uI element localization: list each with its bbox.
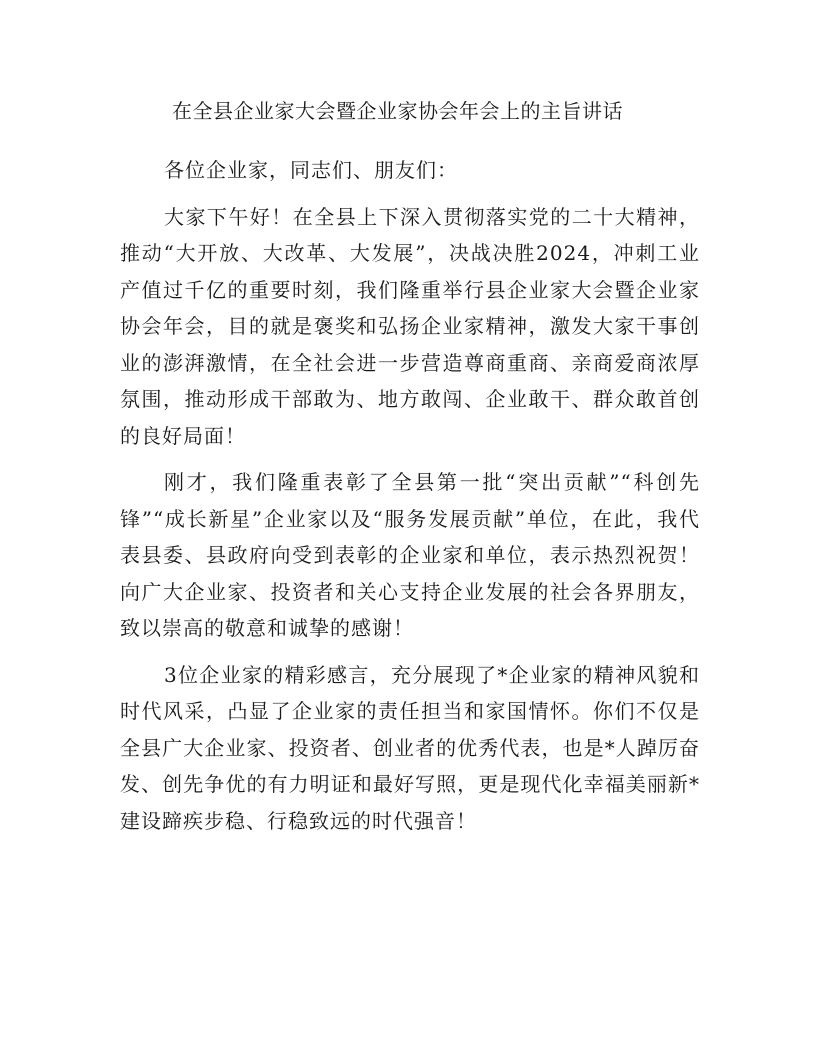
paragraph-commendation: 刚才，我们隆重表彰了全县第一批“突出贡献”“科创先锋”“成长新星”企业家以及“服务发展贡献”单位，在此，我代表县委、县政府向受到表彰的企业家和单位，表示热烈祝贺！向广大企业家、投资者和关心支持企业发展的社会各界朋友，致以崇高的敬意和诚挚的感谢！	[120, 470, 700, 640]
document-title: 在全县企业家大会暨企业家协会年会上的主旨讲话	[172, 99, 623, 123]
paragraph-entrepreneur-remarks: 3位企业家的精彩感言，充分展现了*企业家的精神风貌和时代风采，凸显了企业家的责任担当和家国情怀。你们不仅是全县广大企业家、投资者、创业者的优秀代表，也是*人踔厉奋发、创先争优的有力明证和最好写照，更是现代化幸福美丽新*建设蹄疾步稳、行稳致远的时代强音！	[120, 662, 700, 833]
document-body	[120, 90, 700, 849]
greeting: 各位企业家，同志们、朋友们：	[164, 158, 458, 182]
paragraph-opening: 大家下午好！在全县上下深入贯彻落实党的二十大精神，推动“大开放、大改革、大发展”，决战决胜2024，冲刺工业产值过千亿的重要时刻，我们隆重举行县企业家大会暨企业家协会年会，目的就是褒奖和弘扬企业家精神，激发大家干事创业的澎湃激情，在全社会进一步营造尊商重商、亲商爱商浓厚氛围，推动形成干部敢为、地方敢闯、企业敢干、群众敢首创的良好局面！	[120, 204, 700, 448]
